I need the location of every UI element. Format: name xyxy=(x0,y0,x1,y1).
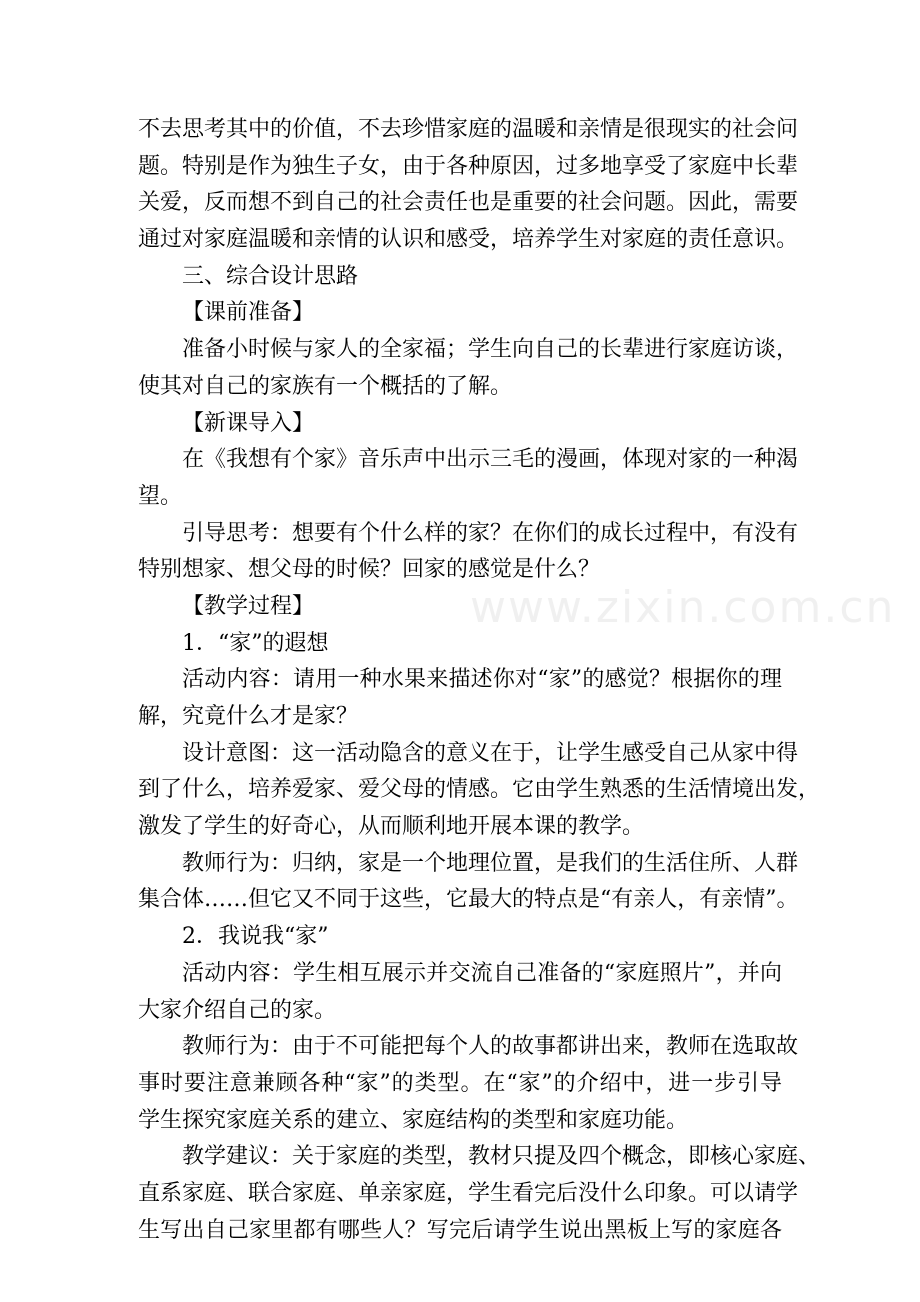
text-line: 设计意图：这一活动隐含的意义在于，让学生感受自己从家中得 xyxy=(182,740,799,766)
text-line: 事时要注意兼顾各种“家”的类型。在“家”的介绍中，进一步引导 xyxy=(138,1070,782,1096)
text-line: 望。 xyxy=(138,483,183,509)
text-line: 教学建议：关于家庭的类型，教材只提及四个概念，即核心家庭、 xyxy=(182,1144,821,1170)
text-line: 三、综合设计思路 xyxy=(182,263,359,289)
text-line: 特别想家、想父母的时候？回家的感觉是什么？ xyxy=(138,557,601,583)
text-line: 【教学过程】 xyxy=(182,593,315,619)
text-line: 活动内容：请用一种水果来描述你对“家”的感觉？根据你的理 xyxy=(182,667,782,693)
text-line: 教师行为：由于不可能把每个人的故事都讲出来，教师在选取故 xyxy=(182,1034,799,1060)
text-line: 生写出自己家里都有哪些人？写完后请学生说出黑板上写的家庭各 xyxy=(138,1217,782,1243)
text-line: 大家介绍自己的家。 xyxy=(138,997,337,1023)
text-line: 不去思考其中的价值，不去珍惜家庭的温暖和亲情是很现实的社会问 xyxy=(138,117,799,142)
text-line: 到了什么，培养爱家、爱父母的情感。它由学生熟悉的生活情境出发， xyxy=(138,777,821,803)
text-line: 活动内容：学生相互展示并交流自己准备的“家庭照片”，并向 xyxy=(182,960,782,986)
text-line: 【新课导入】 xyxy=(182,410,315,436)
text-line: 使其对自己的家族有一个概括的了解。 xyxy=(138,373,513,399)
text-line: 学生探究家庭关系的建立、家庭结构的类型和家庭功能。 xyxy=(138,1107,689,1133)
text-line: 引导思考：想要有个什么样的家？在你们的成长过程中，有没有 xyxy=(182,520,799,546)
text-line: 通过对家庭温暖和亲情的认识和感受，培养学生对家庭的责任意识。 xyxy=(138,227,799,253)
text-line: 1．“家”的遐想 xyxy=(182,630,329,656)
text-line: 【课前准备】 xyxy=(182,300,315,326)
watermark-text: www.zixin.com.cn xyxy=(470,582,896,633)
text-line: 准备小时候与家人的全家福；学生向自己的长辈进行家庭访谈， xyxy=(182,337,799,363)
text-line: 直系家庭、联合家庭、单亲家庭，学生看完后没什么印象。可以请学 xyxy=(138,1180,799,1206)
text-line: 关爱，反而想不到自己的社会责任也是重要的社会问题。因此，需要 xyxy=(138,190,799,216)
text-line: 题。特别是作为独生子女，由于各种原因，过多地享受了家庭中长辈 xyxy=(138,153,799,179)
text-line: 集合体……但它又不同于这些，它最大的特点是“有亲人，有亲情”。 xyxy=(138,887,799,913)
text-line: 解，究竟什么才是家？ xyxy=(138,704,359,729)
text-line: 激发了学生的好奇心，从而顺利地开展本课的教学。 xyxy=(138,814,645,840)
text-line: 在《我想有个家》音乐声中出示三毛的漫画，体现对家的一种渴 xyxy=(182,447,799,473)
document-body xyxy=(138,112,821,1249)
text-line: 2．我说我“家” xyxy=(182,924,329,950)
text-line: 教师行为：归纳，家是一个地理位置，是我们的生活住所、人群 xyxy=(182,850,799,876)
